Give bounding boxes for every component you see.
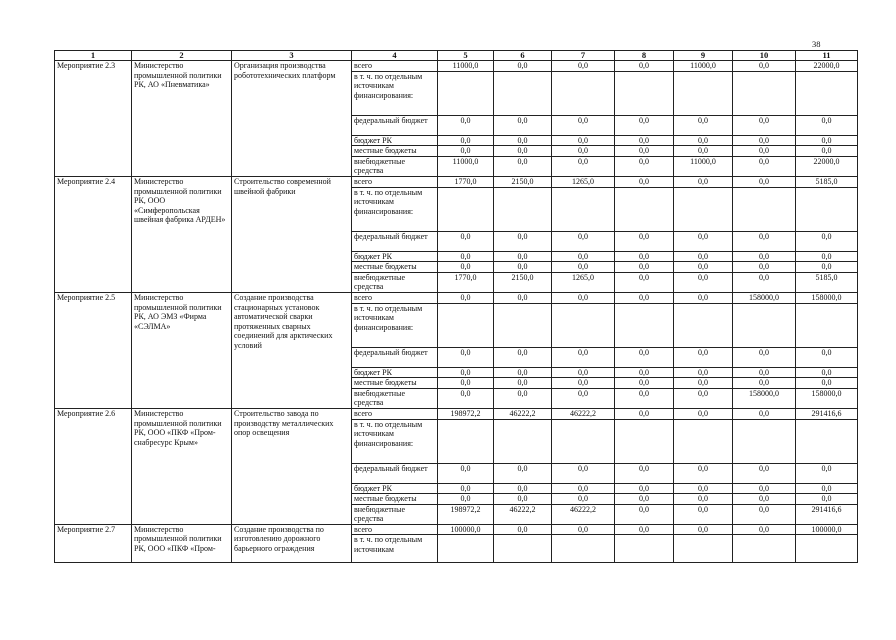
- funding-value-cell: 0,0: [494, 61, 552, 72]
- funding-value-cell: 0,0: [615, 115, 674, 135]
- event-description: Организация производства робототехнических платформ: [232, 61, 352, 177]
- funding-value-cell: 0,0: [438, 115, 494, 135]
- funding-value-cell: 0,0: [615, 251, 674, 262]
- funding-value-cell: 22000,0: [796, 156, 858, 176]
- table-body: [55, 61, 858, 563]
- funding-value-cell: 11000,0: [674, 156, 733, 176]
- funding-value-cell: 11000,0: [438, 156, 494, 176]
- funding-value-cell: 0,0: [438, 463, 494, 483]
- funding-value-cell: 0,0: [733, 378, 796, 389]
- funding-value-cell: 0,0: [552, 494, 615, 505]
- funding-value-cell: [674, 187, 733, 231]
- event-name: Мероприятие 2.6: [55, 408, 132, 524]
- table-row: [55, 524, 858, 535]
- funding-source-label: внебюджетные средства: [352, 272, 438, 292]
- event-name: Мероприятие 2.4: [55, 176, 132, 292]
- event-description: Строительство современной швейной фабрики: [232, 176, 352, 292]
- funding-value-cell: 0,0: [615, 367, 674, 378]
- funding-value-cell: 0,0: [615, 231, 674, 251]
- funding-value-cell: [733, 303, 796, 347]
- funding-value-cell: 0,0: [674, 367, 733, 378]
- funding-source-label: в т. ч. по отдельным источникам: [352, 535, 438, 563]
- funding-value-cell: 5185,0: [796, 176, 858, 187]
- funding-value-cell: 0,0: [494, 367, 552, 378]
- funding-value-cell: 0,0: [552, 251, 615, 262]
- funding-value-cell: 0,0: [733, 61, 796, 72]
- funding-source-label: федеральный бюджет: [352, 231, 438, 251]
- funding-value-cell: 0,0: [674, 135, 733, 146]
- funding-value-cell: 0,0: [494, 524, 552, 535]
- funding-value-cell: 0,0: [674, 146, 733, 157]
- funding-value-cell: 0,0: [615, 272, 674, 292]
- funding-value-cell: 0,0: [796, 231, 858, 251]
- funding-value-cell: 0,0: [615, 347, 674, 367]
- funding-value-cell: 0,0: [674, 262, 733, 273]
- funding-value-cell: 0,0: [438, 251, 494, 262]
- funding-value-cell: 0,0: [494, 378, 552, 389]
- funding-value-cell: [552, 419, 615, 463]
- funding-value-cell: 0,0: [552, 388, 615, 408]
- funding-value-cell: [552, 71, 615, 115]
- funding-value-cell: 0,0: [552, 146, 615, 157]
- funding-source-label: всего: [352, 408, 438, 419]
- event-executor: Министерство промышленной политики РК, АО ЭМЗ «Фирма «СЭЛМА»: [132, 292, 232, 408]
- funding-value-cell: 0,0: [733, 272, 796, 292]
- funding-value-cell: 0,0: [438, 146, 494, 157]
- funding-value-cell: 0,0: [494, 262, 552, 273]
- funding-value-cell: 0,0: [674, 408, 733, 419]
- funding-value-cell: 0,0: [733, 231, 796, 251]
- funding-value-cell: 0,0: [438, 367, 494, 378]
- funding-value-cell: 0,0: [494, 115, 552, 135]
- funding-value-cell: 100000,0: [438, 524, 494, 535]
- header-col-5: 5: [438, 51, 494, 61]
- funding-value-cell: 1770,0: [438, 272, 494, 292]
- funding-value-cell: 0,0: [733, 176, 796, 187]
- funding-source-label: местные бюджеты: [352, 378, 438, 389]
- funding-source-label: местные бюджеты: [352, 262, 438, 273]
- header-col-3: 3: [232, 51, 352, 61]
- funding-value-cell: 0,0: [796, 463, 858, 483]
- funding-value-cell: 198972,2: [438, 408, 494, 419]
- funding-value-cell: 0,0: [796, 135, 858, 146]
- header-col-1: 1: [55, 51, 132, 61]
- funding-value-cell: 0,0: [796, 251, 858, 262]
- funding-value-cell: [674, 303, 733, 347]
- funding-value-cell: 0,0: [796, 367, 858, 378]
- funding-value-cell: 0,0: [438, 483, 494, 494]
- funding-value-cell: 0,0: [494, 156, 552, 176]
- funding-value-cell: 0,0: [615, 146, 674, 157]
- funding-value-cell: [615, 303, 674, 347]
- funding-value-cell: 0,0: [733, 115, 796, 135]
- funding-value-cell: [438, 71, 494, 115]
- funding-value-cell: 0,0: [494, 388, 552, 408]
- funding-value-cell: 0,0: [552, 231, 615, 251]
- funding-value-cell: 0,0: [674, 463, 733, 483]
- funding-value-cell: 1265,0: [552, 176, 615, 187]
- funding-value-cell: 0,0: [552, 292, 615, 303]
- funding-value-cell: 11000,0: [674, 61, 733, 72]
- funding-value-cell: [438, 419, 494, 463]
- funding-value-cell: 0,0: [674, 231, 733, 251]
- funding-value-cell: 158000,0: [796, 388, 858, 408]
- funding-value-cell: 0,0: [552, 347, 615, 367]
- funding-value-cell: 0,0: [494, 251, 552, 262]
- funding-source-label: внебюджетные средства: [352, 504, 438, 524]
- funding-source-label: всего: [352, 292, 438, 303]
- funding-value-cell: 0,0: [615, 292, 674, 303]
- header-col-4: 4: [352, 51, 438, 61]
- header-col-2: 2: [132, 51, 232, 61]
- funding-value-cell: 0,0: [733, 251, 796, 262]
- funding-value-cell: 11000,0: [438, 61, 494, 72]
- header-col-6: 6: [494, 51, 552, 61]
- event-executor: Министерство промышленной политики РК, ООО «Симферопольская швейная фабрика АРДЕН»: [132, 176, 232, 292]
- event-name: Мероприятие 2.3: [55, 61, 132, 177]
- funding-source-label: федеральный бюджет: [352, 463, 438, 483]
- funding-value-cell: 0,0: [552, 378, 615, 389]
- funding-value-cell: [733, 187, 796, 231]
- funding-value-cell: [552, 535, 615, 563]
- funding-value-cell: 5185,0: [796, 272, 858, 292]
- funding-value-cell: 0,0: [615, 378, 674, 389]
- funding-value-cell: 0,0: [674, 504, 733, 524]
- funding-value-cell: 0,0: [494, 483, 552, 494]
- funding-value-cell: [674, 535, 733, 563]
- funding-value-cell: 0,0: [615, 504, 674, 524]
- funding-value-cell: 0,0: [615, 61, 674, 72]
- funding-value-cell: 0,0: [552, 135, 615, 146]
- funding-value-cell: 0,0: [615, 135, 674, 146]
- funding-source-label: всего: [352, 524, 438, 535]
- funding-source-label: федеральный бюджет: [352, 115, 438, 135]
- funding-source-label: местные бюджеты: [352, 494, 438, 505]
- funding-source-label: в т. ч. по отдельным источникам финансирования:: [352, 419, 438, 463]
- funding-value-cell: 0,0: [733, 408, 796, 419]
- funding-value-cell: [796, 303, 858, 347]
- header-col-8: 8: [615, 51, 674, 61]
- funding-value-cell: 0,0: [674, 378, 733, 389]
- funding-value-cell: [615, 419, 674, 463]
- funding-value-cell: 0,0: [615, 408, 674, 419]
- funding-value-cell: 0,0: [552, 367, 615, 378]
- funding-value-cell: [796, 419, 858, 463]
- funding-value-cell: 158000,0: [733, 388, 796, 408]
- funding-value-cell: 46222,2: [494, 504, 552, 524]
- event-executor: Министерство промышленной политики РК, АО «Пневматика»: [132, 61, 232, 177]
- funding-source-label: в т. ч. по отдельным источникам финансирования:: [352, 187, 438, 231]
- funding-value-cell: [494, 535, 552, 563]
- funding-value-cell: 158000,0: [796, 292, 858, 303]
- funding-value-cell: 0,0: [615, 176, 674, 187]
- funding-value-cell: 1265,0: [552, 272, 615, 292]
- funding-value-cell: [733, 535, 796, 563]
- funding-value-cell: 0,0: [733, 494, 796, 505]
- funding-value-cell: 0,0: [552, 463, 615, 483]
- table-row: [55, 408, 858, 419]
- funding-value-cell: 198972,2: [438, 504, 494, 524]
- funding-value-cell: 0,0: [796, 146, 858, 157]
- funding-value-cell: [494, 303, 552, 347]
- funding-source-label: бюджет РК: [352, 367, 438, 378]
- funding-value-cell: 0,0: [438, 135, 494, 146]
- header-col-11: 11: [796, 51, 858, 61]
- funding-value-cell: 2150,0: [494, 176, 552, 187]
- funding-value-cell: 0,0: [552, 115, 615, 135]
- funding-value-cell: [552, 187, 615, 231]
- funding-value-cell: 0,0: [674, 494, 733, 505]
- funding-value-cell: 0,0: [615, 262, 674, 273]
- funding-value-cell: 0,0: [674, 524, 733, 535]
- funding-value-cell: [438, 187, 494, 231]
- funding-value-cell: 0,0: [796, 483, 858, 494]
- funding-value-cell: 0,0: [438, 378, 494, 389]
- funding-value-cell: 291416,6: [796, 504, 858, 524]
- funding-value-cell: 0,0: [494, 494, 552, 505]
- funding-value-cell: 0,0: [438, 347, 494, 367]
- budget-table-container: [54, 50, 858, 563]
- event-name: Мероприятие 2.7: [55, 524, 132, 563]
- funding-value-cell: 0,0: [674, 176, 733, 187]
- funding-source-label: местные бюджеты: [352, 146, 438, 157]
- funding-value-cell: [674, 71, 733, 115]
- budget-table: [54, 50, 858, 563]
- funding-value-cell: 0,0: [615, 524, 674, 535]
- funding-source-label: федеральный бюджет: [352, 347, 438, 367]
- funding-value-cell: [494, 71, 552, 115]
- funding-value-cell: 0,0: [733, 146, 796, 157]
- funding-value-cell: 0,0: [733, 135, 796, 146]
- funding-value-cell: 0,0: [733, 367, 796, 378]
- funding-value-cell: 0,0: [796, 494, 858, 505]
- funding-value-cell: [615, 535, 674, 563]
- table-row: [55, 292, 858, 303]
- event-description: Создание производства стационарных установок автоматической сварки протяженных сварных соединений для арктических условий: [232, 292, 352, 408]
- funding-value-cell: 0,0: [552, 524, 615, 535]
- funding-value-cell: [615, 187, 674, 231]
- funding-value-cell: 0,0: [674, 483, 733, 494]
- funding-source-label: бюджет РК: [352, 251, 438, 262]
- header-col-7: 7: [552, 51, 615, 61]
- funding-value-cell: 0,0: [438, 388, 494, 408]
- funding-value-cell: 0,0: [733, 156, 796, 176]
- funding-value-cell: 46222,2: [494, 408, 552, 419]
- funding-value-cell: 0,0: [494, 463, 552, 483]
- funding-value-cell: 0,0: [552, 483, 615, 494]
- funding-value-cell: [733, 419, 796, 463]
- funding-value-cell: 0,0: [615, 388, 674, 408]
- funding-value-cell: 0,0: [438, 494, 494, 505]
- funding-value-cell: [733, 71, 796, 115]
- table-row: [55, 176, 858, 187]
- funding-value-cell: [796, 187, 858, 231]
- funding-value-cell: 0,0: [615, 483, 674, 494]
- funding-value-cell: 0,0: [615, 494, 674, 505]
- funding-value-cell: 0,0: [796, 347, 858, 367]
- funding-value-cell: 0,0: [796, 262, 858, 273]
- funding-source-label: всего: [352, 176, 438, 187]
- funding-value-cell: 0,0: [552, 262, 615, 273]
- funding-value-cell: 0,0: [494, 231, 552, 251]
- event-description: Строительство завода по производству металлических опор освещения: [232, 408, 352, 524]
- header-col-9: 9: [674, 51, 733, 61]
- funding-value-cell: 0,0: [674, 347, 733, 367]
- funding-value-cell: [552, 303, 615, 347]
- funding-value-cell: 0,0: [674, 292, 733, 303]
- funding-value-cell: 0,0: [438, 262, 494, 273]
- funding-value-cell: 0,0: [438, 292, 494, 303]
- funding-value-cell: 0,0: [733, 262, 796, 273]
- funding-value-cell: 0,0: [438, 231, 494, 251]
- funding-value-cell: 1770,0: [438, 176, 494, 187]
- funding-value-cell: [796, 535, 858, 563]
- table-row: [55, 61, 858, 72]
- funding-value-cell: 46222,2: [552, 408, 615, 419]
- funding-value-cell: 0,0: [674, 388, 733, 408]
- funding-value-cell: [494, 187, 552, 231]
- funding-source-label: в т. ч. по отдельным источникам финансирования:: [352, 71, 438, 115]
- funding-source-label: всего: [352, 61, 438, 72]
- funding-value-cell: 0,0: [733, 347, 796, 367]
- header-col-10: 10: [733, 51, 796, 61]
- funding-source-label: в т. ч. по отдельным источникам финансирования:: [352, 303, 438, 347]
- funding-value-cell: 0,0: [494, 135, 552, 146]
- funding-value-cell: 0,0: [674, 115, 733, 135]
- funding-value-cell: 0,0: [733, 524, 796, 535]
- funding-value-cell: 0,0: [796, 378, 858, 389]
- funding-value-cell: 0,0: [494, 146, 552, 157]
- funding-value-cell: 0,0: [674, 251, 733, 262]
- funding-value-cell: 0,0: [494, 292, 552, 303]
- event-description: Создание производства по изготовлению дорожного барьерного ограждения: [232, 524, 352, 563]
- funding-value-cell: [796, 71, 858, 115]
- funding-value-cell: [674, 419, 733, 463]
- event-name: Мероприятие 2.5: [55, 292, 132, 408]
- page-number: 38: [812, 39, 821, 49]
- funding-value-cell: 100000,0: [796, 524, 858, 535]
- funding-value-cell: 2150,0: [494, 272, 552, 292]
- funding-value-cell: 0,0: [552, 61, 615, 72]
- funding-value-cell: 0,0: [552, 156, 615, 176]
- funding-value-cell: 291416,6: [796, 408, 858, 419]
- funding-value-cell: [438, 303, 494, 347]
- funding-value-cell: 22000,0: [796, 61, 858, 72]
- funding-value-cell: 158000,0: [733, 292, 796, 303]
- funding-value-cell: 0,0: [615, 156, 674, 176]
- funding-value-cell: 0,0: [733, 504, 796, 524]
- funding-source-label: внебюджетные средства: [352, 388, 438, 408]
- funding-source-label: бюджет РК: [352, 483, 438, 494]
- funding-source-label: бюджет РК: [352, 135, 438, 146]
- funding-value-cell: 0,0: [615, 463, 674, 483]
- funding-value-cell: 0,0: [494, 347, 552, 367]
- funding-value-cell: 0,0: [674, 272, 733, 292]
- funding-value-cell: [615, 71, 674, 115]
- funding-value-cell: 0,0: [733, 483, 796, 494]
- event-executor: Министерство промышленной политики РК, ООО «ПКФ «Пром-снабресурс Крым»: [132, 408, 232, 524]
- funding-source-label: внебюджетные средства: [352, 156, 438, 176]
- funding-value-cell: 0,0: [733, 463, 796, 483]
- funding-value-cell: 46222,2: [552, 504, 615, 524]
- funding-value-cell: [438, 535, 494, 563]
- funding-value-cell: 0,0: [796, 115, 858, 135]
- header-row: [55, 51, 858, 61]
- funding-value-cell: [494, 419, 552, 463]
- event-executor: Министерство промышленной политики РК, ООО «ПКФ «Пром-: [132, 524, 232, 563]
